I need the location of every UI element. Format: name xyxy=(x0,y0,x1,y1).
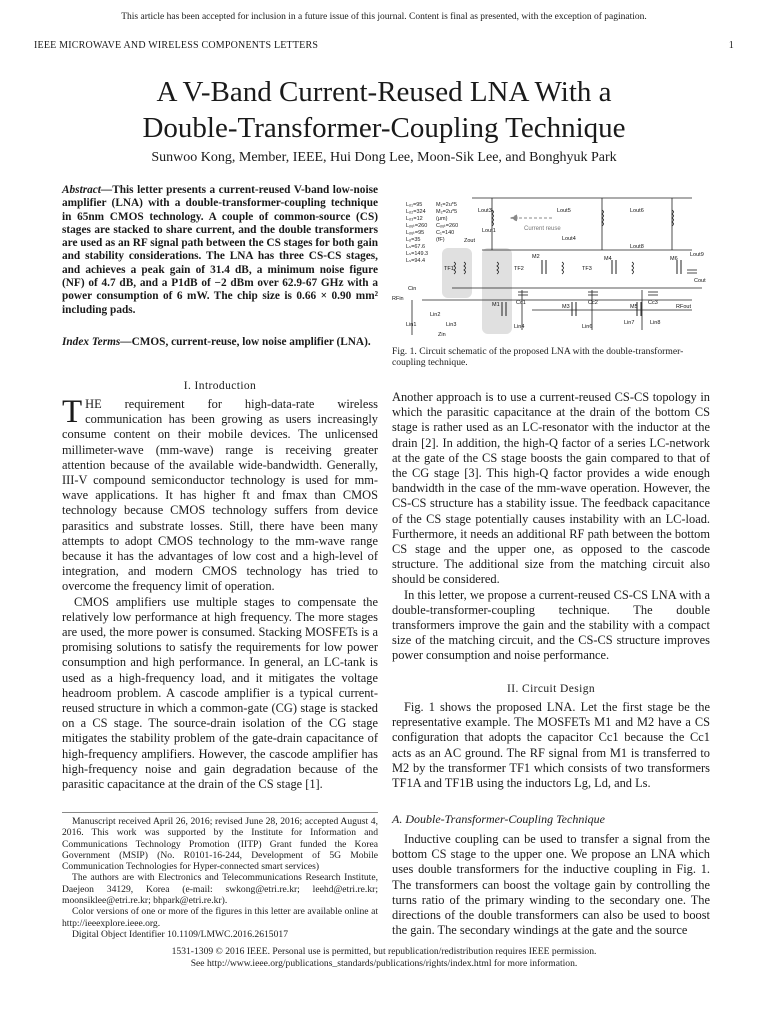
label-m5: M5 xyxy=(630,304,638,310)
label-zout: Zout xyxy=(464,238,476,244)
running-head xyxy=(34,40,734,51)
label-cc3: Cc3 xyxy=(648,300,658,306)
label-lin8: Lin8 xyxy=(650,320,661,326)
param-list-b xyxy=(436,202,458,243)
intro-paragraph-2: CMOS amplifiers use multiple stages to compensate the relatively low performance at high frequency. The more stages are used, the more power is consumed. Stacking MOSFETs is a promising solutions to satisfy the requirements for low power consumption and high performance. In general, an LC-tank is used as a high-frequency load, and it mitigates the voltage headroom problem. A cascode amplifier is a typical current-reused structure in which a common-gate (CG) stage is stacked on a CS stage. The source-drain isolation of the CG stage mitigates the stability problem of the gate-drain capacitance of high-frequency amplifiers. However, the cascode amplifier has high-frequency noise and gain degradation because of the parasitic capacitance at the drain of the CS stage [1]. xyxy=(62,594,378,792)
page-number: 1 xyxy=(728,40,734,51)
label-m6: M6 xyxy=(670,256,678,262)
label-lin2: Lin2 xyxy=(430,312,441,318)
footnote-color: Color versions of one or more of the figures in this letter are available online at http://ieeexplore.ieee.org. xyxy=(62,906,378,929)
subsection-paragraph-1: Inductive coupling can be used to transfer a signal from the bottom CS stage to the upper one. We propose an LNA which uses double transformers for the inductive coupling in Fig. 1. The transformers can boost the voltage gain by controlling the turns ratio of the primary winding to the secondary one. The directions of the double transformers can also be used to boost the gain. The secondary windings at the gate and the source xyxy=(392,832,710,938)
param-a-3: Lₒᵤₜ=260 xyxy=(406,223,428,229)
intro-paragraph-1: THE requirement for high-data-rate wireless communication has been growing as users increasingly consume content on their mobile devices. The unlicensed millimeter-wave (mm-wave) range is receiving greater attention because of the available wide-bandwidth. Generally, III-V compound semiconductor technology is used for mm-wave applications. It has higher ft and fmax than CMOS technology because CMOS technology suffers from device parasitics and substrate losses. Still, there have been many attempts to adopt CMOS technology to the mm-wave range because it has the advantages of low cost and a high-level of integration, and modern CMOS technology has tried to overcome the frequency limit of operation. xyxy=(62,394,378,594)
param-a-0: Lₒ₁=95 xyxy=(406,202,423,208)
param-b-3: Cₒᵤₜ=260 xyxy=(436,223,459,229)
introduction-body xyxy=(62,394,378,792)
param-b-2: (μm) xyxy=(436,216,448,222)
subsection-heading: A. Double-Transformer-Coupling Technique xyxy=(392,812,605,826)
label-m4: M4 xyxy=(604,256,612,262)
param-a-6: Lₛ=67.6 xyxy=(406,244,426,250)
capacitors xyxy=(518,270,697,295)
label-cc1: Cc1 xyxy=(516,300,526,306)
circuit-schematic xyxy=(392,190,710,340)
param-list-a xyxy=(406,202,428,264)
label-cin: Cin xyxy=(408,286,417,292)
figure-1 xyxy=(392,190,710,345)
title-line-2: Double-Transformer-Coupling Technique xyxy=(142,112,626,144)
subsection-body xyxy=(392,832,710,938)
param-a-4: Lₒᵤₜ=95 xyxy=(406,230,425,236)
label-lout4: Lout4 xyxy=(562,236,576,242)
param-b-0: M₁=2u*5 xyxy=(436,202,457,208)
circuit-paragraph-1: Fig. 1 shows the proposed LNA. Let the first stage be the representative example. The MOSFETs M1 and M2 have a CS configuration that adopts the capacitor Cc1 because the Cc1 acts as an AC ground. The RF signal from M1 is transferred to M2 by the transformer TF1 which consists of two transformers TF1A and TF1B using the inductors Lg, Ld, and Ls. xyxy=(392,700,710,791)
param-b-1: M₂=2u*5 xyxy=(436,209,458,215)
copyright-line-2: See http://www.ieee.org/publications_standards/publications/rights/index.html for more information. xyxy=(190,957,578,969)
label-lin3: Lin3 xyxy=(446,322,457,328)
abstract xyxy=(62,184,378,317)
abstract-text: This letter presents a current-reused V-band low-noise amplifier (LNA) with a double-transformer-coupling technique in 65nm CMOS technology. A couple of common-source (CS) stages are stacked to share current, and the double transformers are used as an RF signal path between the CS stages for both gain and stability considerations. The LNA has three CS-CS stages, and achieves a peak gain of 31.4 dB, a minimum noise figure (NF) of 4.7 dB, and a P1dB of −2 dBm over 62.9-67 GHz with a power consumption of 6 mW. The chip size is 0.66 × 0.90 mm² including pads. xyxy=(62,184,378,316)
section-heading-circuit-design: II. Circuit Design xyxy=(506,683,595,695)
footnote-doi: Digital Object Identifier 10.1109/LMWC.2016.2615017 xyxy=(72,928,288,940)
drop-cap: T xyxy=(62,394,83,430)
title-line-1: A V-Band Current-Reused LNA With a xyxy=(156,76,612,108)
acceptance-notice: This article has been accepted for inclusion in a future issue of this journal. Content is final as presented, with the exception of pagination. xyxy=(121,12,647,22)
index-terms xyxy=(62,336,378,349)
label-cc2: Cc2 xyxy=(588,300,598,306)
label-lout5: Lout5 xyxy=(557,208,571,214)
circuit-design-body xyxy=(392,700,710,791)
footnotes xyxy=(62,812,378,940)
param-a-8: Lₛ=94.4 xyxy=(406,258,426,264)
index-terms-label: Index Terms— xyxy=(62,336,132,348)
copyright-line-1: 1531-1309 © 2016 IEEE. Personal use is permitted, but republication/redistribution requires IEEE permission. xyxy=(171,946,597,957)
label-lout6: Lout6 xyxy=(630,208,644,214)
label-m1: M1 xyxy=(492,302,500,308)
param-a-2: Lₒ₃=12 xyxy=(406,216,423,222)
copyright-notice xyxy=(0,946,768,969)
param-b-4: C₁=140 xyxy=(436,230,455,236)
param-a-5: Lₒ=35 xyxy=(406,237,421,243)
current-reuse-label: Current reuse xyxy=(524,226,561,232)
footnote-affiliation: The authors are with Electronics and Telecommunications Research Institute, Daejeon 34129, Korea (e-mail: swkong@etri.re.kr; leehd@etri.re.kr; moonsiklee@etri.re.kr; bhpark@etri.re.kr). xyxy=(62,872,378,907)
label-tf1: TF1 xyxy=(444,266,454,272)
label-m2: M2 xyxy=(532,254,540,260)
label-m3: M3 xyxy=(562,304,570,310)
paper-title xyxy=(0,74,768,146)
tf1b-highlight xyxy=(482,248,512,334)
journal-name: IEEE MICROWAVE AND WIRELESS COMPONENTS LETTERS xyxy=(34,40,319,51)
index-terms-text: CMOS, current-reuse, low noise amplifier (LNA). xyxy=(131,336,371,348)
param-b-5: (fF) xyxy=(436,237,445,243)
label-rfin: RFin xyxy=(392,296,404,302)
abstract-label: Abstract— xyxy=(62,184,113,196)
param-a-7: Lₛ=149.3 xyxy=(406,251,429,257)
label-lin1: Lin1 xyxy=(406,322,417,328)
label-lin6: Lin6 xyxy=(582,324,593,330)
tf1a-highlight xyxy=(442,248,472,298)
label-tf3: TF3 xyxy=(582,266,592,272)
right-paragraph-1: Another approach is to use a current-reused CS-CS topology in which the parasitic capacitance at the drain of the bottom CS stage is rather used as an LC-resonator with the inductor at the drain [2]. In addition, the high-Q factor of a series LC-network at the gate of the CS stage boosts the gain compared to that of the CG stage [3]. This high-Q factor provides a wide enough bandwidth in the case of the mm-wave operation. However, the CS-CS structure has a stability issue. The feedback capacitance of the CS stage potentially causes instability with an LC-load. Furthermore, it needs an additional RF path between the bottom CS stage and the upper one, as opposed to the cascode structure. The additional size from the matching circuit also should be considered. xyxy=(392,390,710,587)
label-tf2: TF2 xyxy=(514,266,524,272)
label-lout9: Lout9 xyxy=(690,252,704,258)
label-lout3: Lout3 xyxy=(478,208,492,214)
current-reuse-arrow xyxy=(511,215,552,221)
param-a-1: Lₒ₂=324 xyxy=(406,209,426,215)
author-list: Sunwoo Kong, Member, IEEE, Hui Dong Lee, Moon-Sik Lee, and Bonghyuk Park xyxy=(151,150,617,165)
label-lout8: Lout8 xyxy=(630,244,644,250)
label-cout: Cout xyxy=(694,278,706,284)
label-rfout: RFout xyxy=(676,304,691,310)
label-lin7: Lin7 xyxy=(624,320,635,326)
right-column-intro xyxy=(392,390,710,664)
figure-1-caption: Fig. 1. Circuit schematic of the proposed LNA with the double-transformer-coupling technique. xyxy=(392,346,684,369)
label-lin4: Lin4 xyxy=(514,324,525,330)
section-heading-introduction: I. Introduction xyxy=(183,380,257,392)
footnote-manuscript: Manuscript received April 26, 2016; revised June 28, 2016; accepted August 4, 2016. This work was supported by the Institute for Information and Communications Technology Promotion (IITP) Grant funded the Korea Government (MSIP) (No. R0101-16-244, Development of 5G Mobile Communication Technologies for Hyper-connected smart services) xyxy=(62,816,378,873)
label-zin: Zin xyxy=(438,332,446,338)
label-lout1: Lout1 xyxy=(482,228,496,234)
right-paragraph-2: In this letter, we propose a current-reused CS-CS LNA with a double-transformer-coupling technique. The double transformers improve the gain and the stability with a compact size of the matching circuit, and the CS-CS structure improves power consumption and noise performance. xyxy=(392,587,710,663)
